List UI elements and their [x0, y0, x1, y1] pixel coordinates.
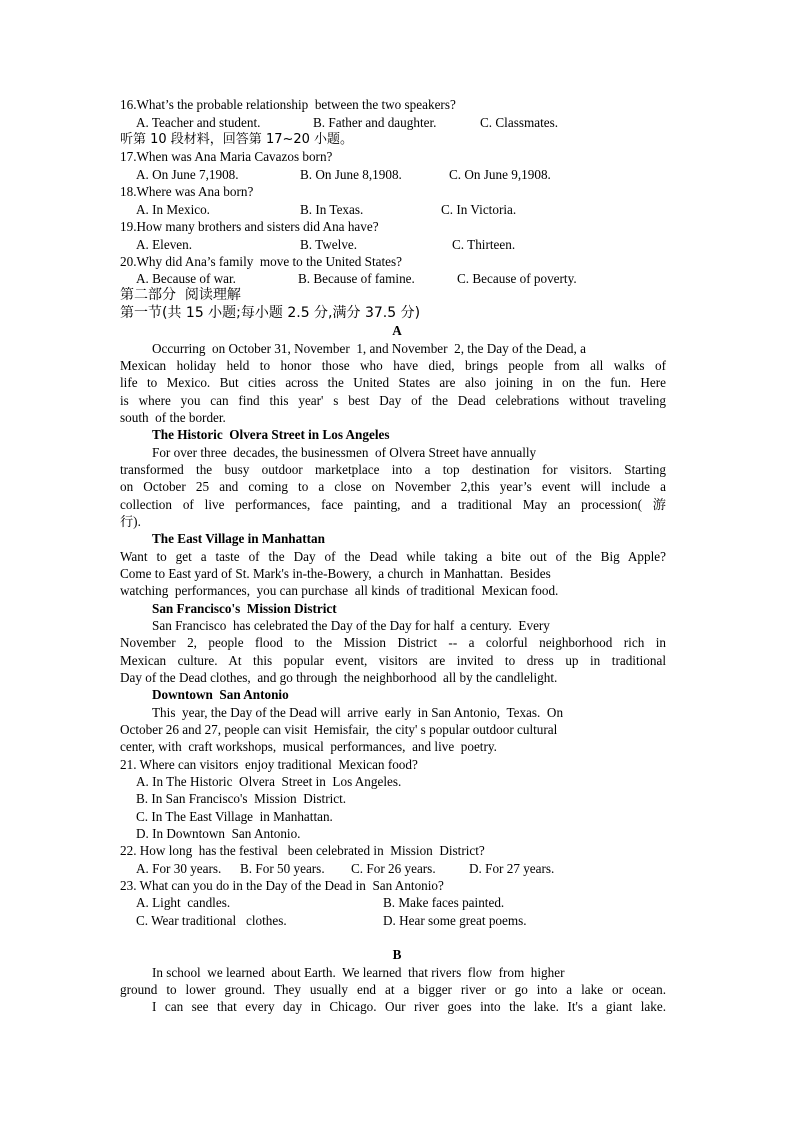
passage-a-intro-line: Mexican holiday held to honor those who have died, brings people from all walks of — [120, 358, 666, 373]
q21-stem: 21. Where can visitors enjoy traditional Mexican food? — [120, 757, 418, 772]
passage-a-letter: A — [392, 323, 402, 338]
q21-option-c: C. In The East Village in Manhattan. — [136, 809, 333, 824]
q23-option-a: A. Light candles. — [136, 895, 231, 910]
q21-option-a: A. In The Historic Olvera Street in Los Angeles. — [136, 774, 402, 789]
passage-a-intro-line: Occurring on October 31, November 1, and November 2, the Day of the Dead, a — [152, 341, 586, 356]
mission-district-line: San Francisco has celebrated the Day of the Day for half a century. Every — [152, 618, 550, 633]
q22-option-a: A. For 30 years. — [136, 861, 222, 876]
san-antonio-line: center, with craft workshops, musical performances, and live poetry. — [120, 739, 497, 754]
east-village-line: Want to get a taste of the Day of the Dead while taking a bite out of the Big Apple? — [120, 549, 666, 564]
q19-option-b: B. Twelve. — [300, 237, 358, 252]
passage-b-line: ground to lower ground. They usually end at a bigger river or go into a lake or ocean. — [120, 982, 666, 997]
passage-a-intro-line: life to Mexico. But cities across the United States are also joining in on the fun. Here — [120, 375, 666, 390]
passage-b-line: In school we learned about Earth. We learned that rivers flow from higher — [152, 965, 565, 980]
q16-option-b: B. Father and daughter. — [313, 115, 437, 130]
q22-option-b: B. For 50 years. — [240, 861, 325, 876]
east-village-line: watching performances, you can purchase all kinds of traditional Mexican food. — [120, 583, 559, 598]
olvera-line: collection of live performances, face painting, and a traditional May an procession( 游 — [120, 497, 666, 512]
part2-title: 第二部分 阅读理解 — [120, 287, 241, 303]
q23-option-c: C. Wear traditional clothes. — [136, 913, 287, 928]
q22-option-d: D. For 27 years. — [469, 861, 555, 876]
mission-district-line: November 2, people flood to the Mission District -- a colorful neighborhood rich in — [120, 635, 666, 650]
q18-stem: 18.Where was Ana born? — [120, 184, 254, 199]
section-10-instruction: 听第 10 段材料，回答第 17~20 小题。 — [120, 132, 354, 147]
q19-option-a: A. Eleven. — [136, 237, 193, 252]
olvera-heading: The Historic Olvera Street in Los Angeles — [152, 427, 390, 442]
olvera-line: on October 25 and coming to a close on November 2,this year’s event will include a — [120, 479, 666, 494]
san-antonio-line: October 26 and 27, people can visit Hemisfair, the city' s popular outdoor cultural — [120, 722, 558, 737]
q16-stem: 16.What’s the probable relationship between the two speakers? — [120, 97, 456, 112]
q18-option-b: B. In Texas. — [300, 202, 364, 217]
q20-option-a: A. Because of war. — [136, 271, 236, 286]
q20-option-b: B. Because of famine. — [298, 271, 415, 286]
q18-option-c: C. In Victoria. — [441, 202, 517, 217]
passage-a-intro-line: south of the border. — [120, 410, 226, 425]
q18-option-a: A. In Mexico. — [136, 202, 210, 217]
san-antonio-heading: Downtown San Antonio — [152, 687, 289, 702]
q16-option-a: A. Teacher and student. — [136, 115, 261, 130]
east-village-line: Come to East yard of St. Mark's in-the-Bowery, a church in Manhattan. Besides — [120, 566, 551, 581]
mission-district-line: Mexican culture. At this popular event, visitors are invited to dress up in traditional — [120, 653, 666, 668]
q17-option-b: B. On June 8,1908. — [300, 167, 402, 182]
q16-option-c: C. Classmates. — [480, 115, 559, 130]
olvera-line: 行). — [120, 514, 141, 529]
q22-stem: 22. How long has the festival been celebrated in Mission District? — [120, 843, 485, 858]
q21-option-b: B. In San Francisco's Mission District. — [136, 791, 347, 806]
passage-a-intro-line: is where you can find this year' s best Day of the Dead celebrations without traveling — [120, 393, 666, 408]
q21-option-d: D. In Downtown San Antonio. — [136, 826, 301, 841]
q23-option-d: D. Hear some great poems. — [383, 913, 527, 928]
san-antonio-line: This year, the Day of the Dead will arrive early in San Antonio, Texas. On — [152, 705, 564, 720]
mission-district-line: Day of the Dead clothes, and go through the neighborhood all by the candlelight. — [120, 670, 558, 685]
section1-title: 第一节(共 15 小题;每小题 2.5 分,满分 37.5 分) — [120, 305, 421, 321]
q19-option-c: C. Thirteen. — [452, 237, 516, 252]
q19-stem: 19.How many brothers and sisters did Ana have? — [120, 219, 379, 234]
q17-option-c: C. On June 9,1908. — [449, 167, 551, 182]
mission-district-heading: San Francisco's Mission District — [152, 601, 337, 616]
olvera-line: For over three decades, the businessmen of Olvera Street have annually — [152, 445, 537, 460]
q23-stem: 23. What can you do in the Day of the Dead in San Antonio? — [120, 878, 444, 893]
q20-stem: 20.Why did Ana’s family move to the United States? — [120, 254, 403, 269]
olvera-line: transformed the busy outdoor marketplace into a top destination for visitors. Starting — [120, 462, 666, 477]
q20-option-c: C. Because of poverty. — [457, 271, 577, 286]
passage-b-letter: B — [392, 947, 402, 962]
q23-option-b: B. Make faces painted. — [383, 895, 505, 910]
passage-b-line: I can see that every day in Chicago. Our river goes into the lake. It's a giant lake. — [152, 999, 666, 1014]
east-village-heading: The East Village in Manhattan — [152, 531, 325, 546]
q17-stem: 17.When was Ana Maria Cavazos born? — [120, 149, 333, 164]
q17-option-a: A. On June 7,1908. — [136, 167, 239, 182]
q22-option-c: C. For 26 years. — [351, 861, 436, 876]
